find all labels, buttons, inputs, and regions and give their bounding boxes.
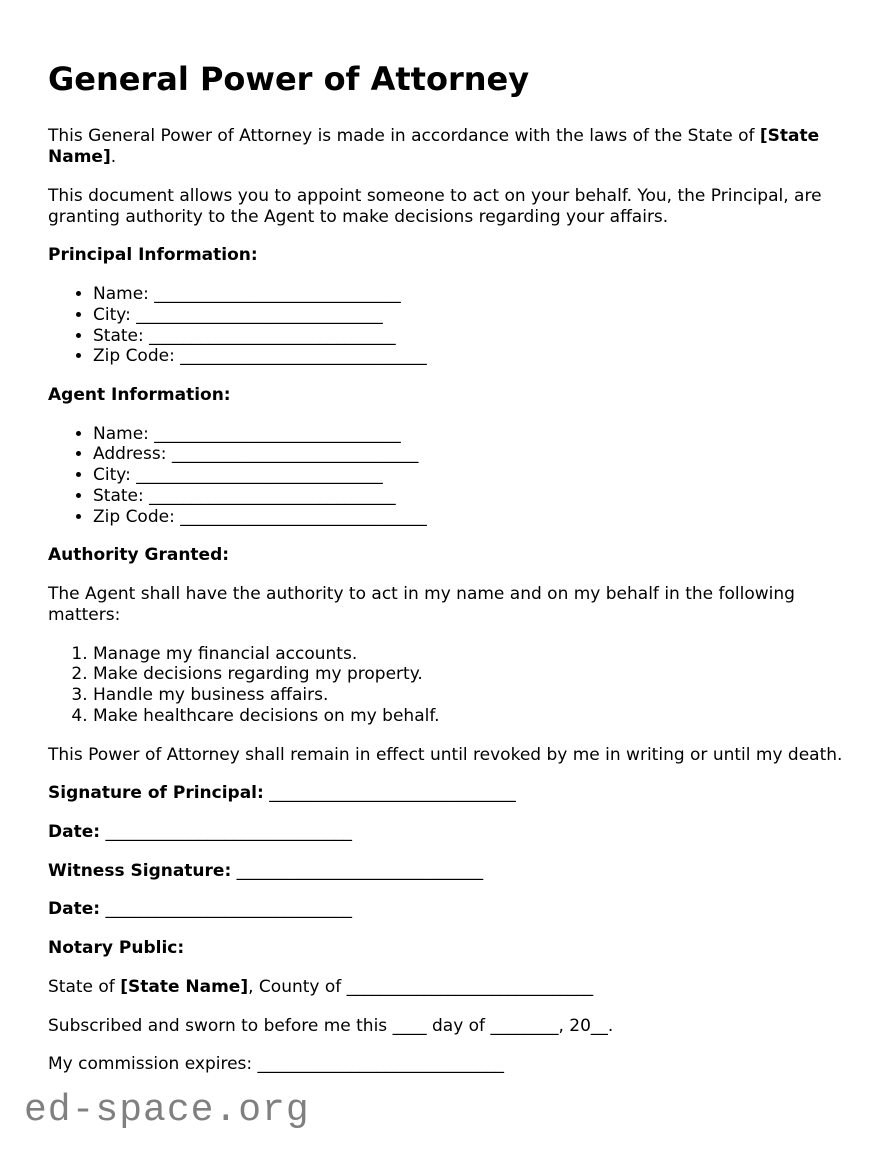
intro-1-text: This General Power of Attorney is made in accordance with the laws of the State of	[48, 126, 760, 147]
authority-item-1: 1. Manage my financial accounts.	[93, 644, 844, 665]
field-label: City:	[93, 465, 131, 486]
notary-sworn-line	[48, 1016, 844, 1037]
watermark-text: ed-space.org	[24, 1089, 310, 1132]
principal-signature-line	[48, 783, 844, 804]
blank-line: _____________________________	[341, 976, 594, 997]
field-label: Zip Code:	[93, 506, 175, 527]
field-label: Name:	[93, 284, 149, 305]
state-name-placeholder: [State Name]	[120, 976, 249, 997]
blank-line: _____________________________	[148, 423, 401, 444]
authority-intro-paragraph: The Agent shall have the authority to act in my name and on my behalf in the following matters:	[48, 584, 795, 625]
notary-state-county-line	[48, 977, 844, 998]
blank-line: _____________________________	[166, 444, 419, 465]
blank-line: _____________________________	[263, 783, 516, 804]
authority-closing-paragraph: This Power of Attorney shall remain in effect until revoked by me in writing or until my death.	[48, 744, 843, 765]
notary-commission-line	[48, 1054, 844, 1075]
blank-line: _____________________________	[231, 860, 484, 881]
date-label: Date:	[48, 822, 101, 843]
county-of-text: , County of	[248, 976, 342, 997]
principal-date-line	[48, 822, 844, 843]
blank-line: _____________________________	[143, 485, 396, 506]
principal-fields-list	[48, 284, 844, 367]
blank-line: _____________________________	[130, 304, 383, 325]
blank-line: _____________________________	[174, 506, 427, 527]
witness-signature-line	[48, 861, 844, 882]
agent-info-heading: Agent Information:	[48, 385, 231, 405]
blank-line: _____________________________	[252, 1054, 505, 1075]
authority-granted-heading: Authority Granted:	[48, 545, 230, 566]
day-blank: ____	[387, 1015, 427, 1036]
state-name-placeholder: [State Name]	[48, 126, 820, 168]
signature-label: Signature of Principal:	[48, 783, 264, 804]
field-label: City:	[93, 304, 131, 325]
authority-item-2: 2. Make decisions regarding my property.	[93, 664, 844, 685]
agent-field-state	[93, 486, 844, 507]
blank-line: _____________________________	[174, 346, 427, 367]
principal-field-state	[93, 326, 844, 347]
field-label: State:	[93, 325, 144, 346]
sworn-text: Subscribed and sworn to before me this	[48, 1015, 388, 1036]
authority-item-3: 3. Handle my business affairs.	[93, 685, 844, 706]
blank-line: _____________________________	[130, 465, 383, 486]
date-label: Date:	[48, 899, 101, 920]
blank-line: _____________________________	[148, 284, 401, 305]
agent-field-address	[93, 444, 844, 465]
blank-line: _____________________________	[100, 899, 352, 920]
blank-line: _____________________________	[143, 325, 396, 346]
month-blank: ________	[485, 1015, 559, 1036]
principal-field-name	[93, 284, 844, 305]
field-label: State:	[93, 485, 144, 506]
field-label: Name:	[93, 423, 149, 444]
agent-fields-list	[48, 424, 844, 528]
agent-field-zip	[93, 507, 844, 528]
field-label: Zip Code:	[93, 346, 175, 367]
document-title: General Power of Attorney	[48, 60, 530, 98]
witness-date-line	[48, 899, 844, 920]
day-of-text: day of	[426, 1015, 486, 1036]
commission-label: My commission expires:	[48, 1054, 253, 1075]
notary-public-heading: Notary Public:	[48, 938, 185, 959]
intro-1-period: .	[110, 147, 117, 168]
authority-item-4: 4. Make healthcare decisions on my behalf.	[93, 706, 844, 727]
authority-list	[48, 644, 844, 727]
principal-info-heading: Principal Information:	[48, 245, 258, 266]
state-of-text: State of	[48, 976, 121, 997]
agent-field-name	[93, 424, 844, 445]
intro-paragraph-1	[48, 126, 844, 167]
principal-field-city	[93, 305, 844, 326]
field-label: Address:	[93, 444, 167, 465]
year-text: , 20__.	[558, 1015, 614, 1036]
witness-signature-label: Witness Signature:	[48, 860, 232, 881]
blank-line: _____________________________	[100, 822, 352, 843]
agent-field-city	[93, 465, 844, 486]
intro-paragraph-2: This document allows you to appoint someone to act on your behalf. You, the Principal, are granting authority to the Agent to make decisions regarding your affairs.	[48, 185, 822, 227]
principal-field-zip	[93, 346, 844, 367]
